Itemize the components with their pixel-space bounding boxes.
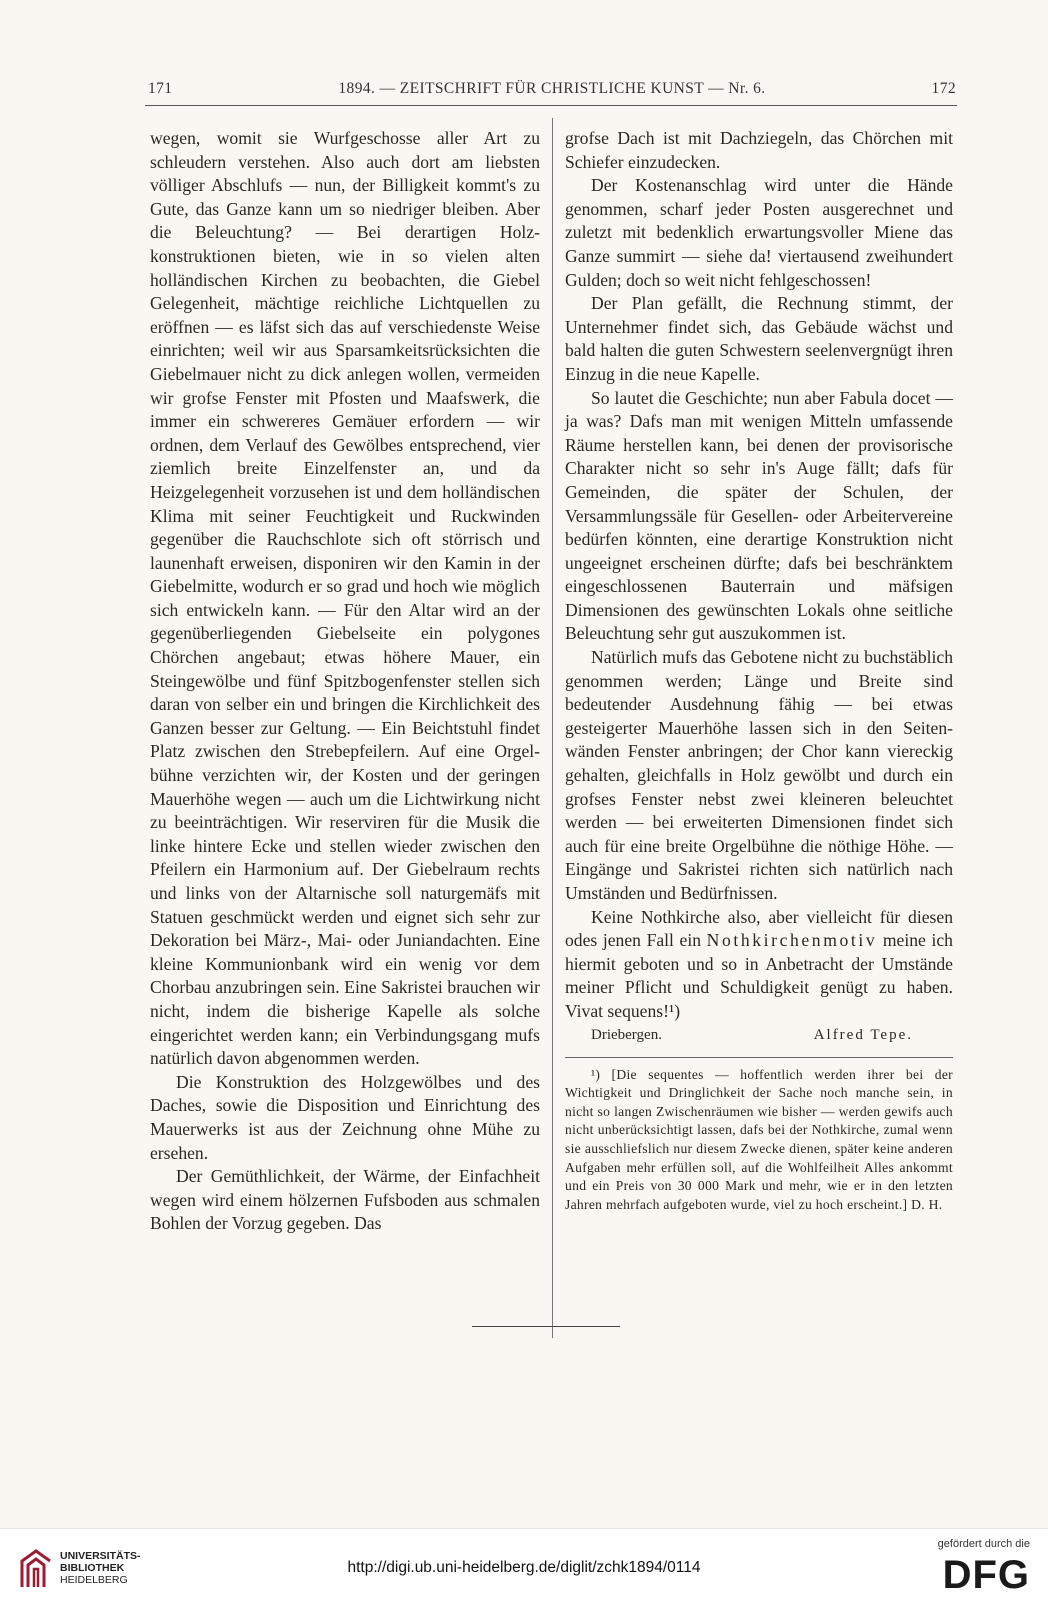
paragraph: Der Kostenanschlag wird unter die Hände genommen, scharf jeder Posten ausgerechnet und zuletzt mit bedenklich erwartungsvoller Miene das Ganze summirt — siehe da! viertausend zweihundert Gulden; doch so weit nicht fehlgeschossen! [565,175,953,290]
footnote-rule [565,1057,953,1058]
paragraph: grofse Dach ist mit Dachziegeln, das Chörchen mit Schiefer einzudecken. [565,128,953,172]
paragraph: Der Plan gefällt, die Rechnung stimmt, der Unternehmer findet sich, das Gebäude wächst und bald halten die guten Schwestern seelenvergnügt ihren Einzug in die neue Kapelle. [565,293,953,384]
end-rule [472,1326,620,1327]
funding-caption: gefördert durch die [937,1538,1030,1550]
paragraph: So lautet die Geschichte; nun aber Fabula docet — ja was? Dafs man mit wenigen Mitteln umfassende Räume herstellen kann, bei denen der provisorische Charakter nicht so sehr in's Auge fällt; dafs für Gemeinden, die später der Schulen, der Versammlungssäle für Gesellen- oder Arbeitervereine bedürfen könnten, eine derartige Konstruktion nicht ungeeignet erscheinen dürfte; dafs bei beschränktem eingeschlossenen Bauterrain und mäfsigen Dimensionen des gewünschten Lokals ohne seitliche Beleuchtung sehr gut auszukommen ist. [565,387,953,644]
column-divider [552,118,553,1338]
permalink-url[interactable]: http://digi.ub.uni-heidelberg.de/diglit/zchk1894/0114 [347,1559,701,1576]
author-name: Alfred Tepe. [813,1026,913,1043]
text-run: Keine Nothkirche also, aber vielleicht für diesen odes jenen Fall ein [565,906,953,951]
header-rule [145,105,957,106]
library-name: UNIVERSITÄTS- BIBLIOTHEK HEIDELBERG [60,1550,141,1586]
page-number-left: 171 [148,80,173,97]
paragraph: Die Konstruktion des Holzgewölbes und des Daches, sowie die Disposition und Einrichtung des Mauerwerks ist aus der Zeichnung ohne Mühe zu ersehen. [150,1071,540,1163]
running-head [148,80,956,102]
paragraph: Natürlich mufs das Gebotene nicht zu buchstäblich genommen werden; Länge und Breite sind bedeutender Ausdehnung fähig — bei etwas gesteigerter Mauerhöhe lassen sich in den Seitenwänden Fenster anbringen; der Chor kann viereckig gehalten, gleichfalls in Holz gewölbt und durch ein grofses Fenster nebst zwei kleineren beleuchtet werden — bei erweiterten Dimensionen findet sich auch für eine breite Orgelbühne die nöthige Höhe. — Eingänge und Sakristei richten sich natürlich nach Umständen und Bedürfnissen. [565,647,953,903]
spaced-emphasis: Nothkirchenmotiv [706,930,878,951]
paragraph [565,906,953,1024]
text-run: meine ich hiermit geboten und so in Anbetracht der Umstände meiner Pflicht und Schuldigkeit genügt zu haben. Vivat sequens!¹) [565,930,953,1021]
right-column [565,127,953,1214]
page-number-right: 172 [931,80,956,97]
paragraph: Der Gemüthlichkeit, der Wärme, der Einfachheit wegen wird einem hölzernen Fufsboden aus schmalen Bohlen der Vorzug gegeben. Das [150,1166,540,1234]
footnote: ¹) [Die sequentes — hoffentlich werden ihrer bei der Wichtigkeit und Dringlichkeit der Sache noch manche sein, in nicht so langen Zwischenräumen wie bisher — werden gewifs auch nicht unberücksichtigt lassen, dafs bei der Nothkirche, zumal wenn sie ausschliefslich nur diesem Zwecke dienen, später keine anderen Aufgaben mehr erfüllen soll, auf die Wohlfeilheit Alles ankommt und ein Preis von 30 000 Mark und mehr, wie er in den letzten Jahren mehrfach aufgeboten wurde, viel zu hoch erscheint.] D. H. [565,1066,953,1212]
left-column [150,127,540,1236]
dfg-logo: DFG [942,1553,1030,1597]
journal-title: 1894. — ZEITSCHRIFT FÜR CHRISTLICHE KUNST — Nr. 6. [338,80,766,97]
signature-line [565,1024,953,1047]
digitization-footer [0,1528,1048,1607]
paragraph: wegen, womit sie Wurfgeschosse aller Art zu schleudern verstehen. Also auch dort am liebsten völliger Abschlufs — nun, der Billigkeit kommt's zu Gute, das Ganze kann um so niedriger bleiben. Aber die Beleuchtung? — Bei derartigen Holzkonstruktionen bieten, wie in so vielen alten holländischen Kirchen zu beobachten, die Giebel Gelegenheit, mächtige reichliche Lichtquellen zu eröffnen — es läfst sich das auf verschiedenste Weise einrichten; weil wir aus Sparsamkeitsrücksichten die Giebelmauer nicht zu dick anlegen wollen, vermeiden wir grofse Fenster mit Pfosten und Maafswerk, die immer ein schwereres Gemäuer erfordern — wir ordnen, dem Verlauf des Gewölbes entsprechend, vier ziemlich breite Einzelfenster an, und da Heizgelegenheit vorzusehen ist und dem holländischen Klima mit seiner Feuchtigkeit und Ruckwinden gegenüber die Rauchschlote sich oft störrisch und launenhaft erweisen, disponiren wir den Kamin in der Giebelmitte, wodurch er so grad und hoch wie möglich sich entwickeln kann. — Für den Altar wird an der gegenüberliegenden Giebelseite ein polygones Chörchen angebaut; etwas höhere Mauer, ein Steingewölbe und fünf Spitzbogenfenster stellen sich daran von selber ein und bringen die Kirchlichkeit des Ganzen besser zur Geltung. — Ein Beichtstuhl findet Platz zwischen den Strebepfeilern. Auf eine Orgelbühne verzichten wir, der Kosten und der geringen Mauerhöhe wegen — auch um die Lichtwirkung nicht zu beeinträchtigen. Wir reserviren für die Musik die linke hintere Ecke und stellen wieder zwischen den Pfeilern ein Harmonium auf. Der Giebelraum rechts und links von der Altarnische soll naturgemäfs mit Statuen geschmückt werden und eignet sich sehr zur Dekoration bei März-, Mai- oder Juniandachten. Eine kleine Kommunionbank wird ein wenig vor dem Chorbau anzubringen sein. Eine Sakristei brauchen wir nicht, indem die bisherige Kapelle als solche eingerichtet werden kann; ein Verbindungsgang mufs natürlich davon abgenommen werden. [150,128,540,1069]
place-name: Driebergen. [591,1026,662,1043]
